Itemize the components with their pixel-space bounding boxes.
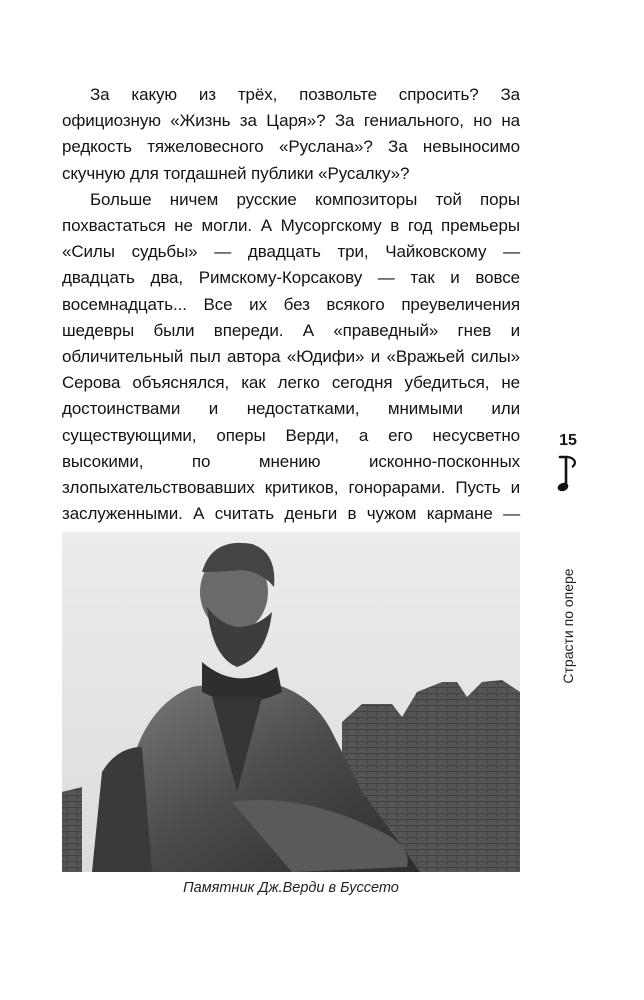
running-title: Страсти по опере: [560, 568, 576, 684]
music-note-icon: [556, 455, 580, 493]
verdi-monument-photo: [62, 532, 520, 872]
photo-caption: Памятник Дж.Верди в Буссето: [183, 880, 399, 896]
paragraph-1: За какую из трёх, позвольте спросить? За официозную «Жизнь за Царя»? За гениального, но на редкость тяжеловесного «Руслана»? За невыносимо скучную для тогдашней публики «Русалку»?: [62, 85, 520, 183]
page-number: 15: [559, 432, 577, 449]
paragraph-2: Больше ничем русские композиторы той поры похвастаться не могли. А Мусоргскому в год премьеры «Силы судьбы» — двадцать три, Чайковскому — двадцать два, Римскому-Корсакову — так и вовсе восемнадцать... Все их без всякого преувеличения шедевры были впереди. А «праведный» гнев и обличительный пыл автора «Юдифи» и «Вражьей силы» Серова объяснялся, как легко сегодня убедиться, не достоинствами и недостатками, мнимыми или существующими, оперы Верди, а его несусветно высокими, по мнению исконно-посконных злопыхательствовавших критиков, гонорарами. Пусть и заслуженными. А считать деньги в чужом кармане —: [62, 189, 520, 524]
